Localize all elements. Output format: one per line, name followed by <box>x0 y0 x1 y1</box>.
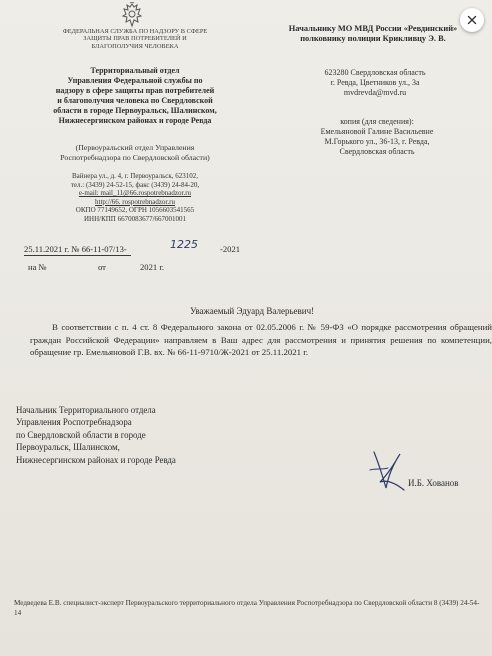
contact-okpo: ОКПО 77149652, ОГРН 1056603541565 <box>75 206 195 215</box>
signer-name: И.Б. Хованов <box>408 478 459 488</box>
signer-title: Начальник Территориального отдела Управления Роспотребнадзора по Свердловской области в городе Первоуральск, Шалинском, Нижнесергинском районах и городе Ревда <box>16 405 176 465</box>
outgoing-registration: 25.11.2021 г. № 66-11-07/13- 1225 -2021 <box>24 238 241 254</box>
handwritten-signature-icon <box>364 448 410 496</box>
recipient-address: 623280 Свердловская область г. Ревда, Цветников ул., 3а mvdrevda@mvd.ru <box>324 68 426 97</box>
department-short-name: (Первоуральский отдел Управления Роспотребнадзора по Свердловской области) <box>60 143 210 162</box>
contact-phone: тел.: (3439) 24-52-15, факс (3439) 24-84-20, <box>70 180 200 189</box>
coat-of-arms-icon <box>121 2 143 28</box>
copy-recipient: копия (для сведения): Емельяновой Галине Васильевне М.Горького ул., 36-13, г. Ревда, Свердловская область <box>320 117 434 156</box>
organization-contacts <box>40 172 230 224</box>
contact-email: e-mail: mail_11@66.rospotrebnadzor.ru <box>78 189 192 198</box>
salutation: Уважаемый Эдуард Валерьевич! <box>190 306 315 316</box>
contact-inn: ИНН/КПП 6670083677/667001001 <box>83 214 187 223</box>
letter-body: В соответствии с п. 4 ст. 8 Федерального закона от 02.05.2006 г. № 59-ФЗ «О порядке рассмотрения обращений граждан Российской Федерации» направляем в Ваш адрес для рассмотрения и принятия решения по компетенции, обращение гр. Емельяновой Г.В. вх. № 66-11-9710/Ж-2021 от 25.11.2021 г. <box>30 322 492 358</box>
handwritten-number: 1225 <box>170 238 198 251</box>
organization-name: Территориальный отдел Управления Федеральной службы по надзору в сфере защиты прав потребителей и благополучия человека по Свердловской области в городе Первоуральск, Шалинском, Нижнесергинском районах и городе Ревда <box>53 66 217 125</box>
document-page: ФЕДЕРАЛЬНАЯ СЛУЖБА ПО НАДЗОРУ В СФЕРЕ ЗАЩИТЫ ПРАВ ПОТРЕБИТЕЛЕЙ И БЛАГОПОЛУЧИЯ ЧЕЛОВЕКА Территориальный отдел Управления Федеральной службы по надзору в сфере защиты прав потребителей и благополучия человека по Свердловской области в городе Первоуральск, Шалинском, Нижнесергинском районах и городе Ревда (Первоуральский отдел Управления Роспотребнадзора по Свердловской области) Вайнера ул., д. 4, г. Первоуральск, 623102, тел.: (3439) 24-52-15, факс (3439) 24-84-20, e-mail: mail_11@66.rospotrebnadzor.ru http://66. rospotrebnadzor.ru ОКПО 77149652, ОГРН 1056603541565 ИНН/КПП 6670083677/667001001 Начальнику МО МВД России «Ревдинский» полковнику полиции Крикливцу Э. В. 623280 Свердловская область г. Ревда, Цветников ул., 3а mvdrevda@mvd.ru копия (для сведения): Емельяновой Галине Васильевне М.Горького ул., 36-13, г. Ревда, Свердловская область 25.11.2021 г. № 66-11-07/13- 1225 -2021 на № от 2021 г. Уважаемый Эдуард Валерьевич! В соответствии с п. 4 ст. 8 Федерального закона от 02.05.2006 г. № 59-ФЗ «О порядке рассмотрения обращений граждан Российской Федерации» направляем в Ваш адрес для рассмотрения и принятия решения по компетенции, обращение гр. Емельяновой Г.В. вх. № 66-11-9710/Ж-2021 от 25.11.2021 г. Начальник Территориального отдела Управления Роспотребнадзора по Свердловской области в городе Первоуральск, Шалинском, Нижнесергинском районах и городе Ревда И.Б. Хованов Медведева Е.В. специалист-эксперт Первоуральского территориального отдела Управления Роспотребнадзора по Свердловской области 8 (3439) 24-54-14 <box>0 0 492 656</box>
contact-address: Вайнера ул., д. 4, г. Первоуральск, 623102, <box>71 172 199 180</box>
contact-website: http://66. rospotrebnadzor.ru <box>95 197 175 206</box>
executor-note: Медведева Е.В. специалист-эксперт Первоуральского территориального отдела Управления Роспотребнадзора по Свердловской области 8 (3439) 24-54-14 <box>14 599 480 617</box>
recipient: Начальнику МО МВД России «Ревдинский» полковнику полиции Крикливцу Э. В. <box>288 24 458 44</box>
agency-name: ФЕДЕРАЛЬНАЯ СЛУЖБА ПО НАДЗОРУ В СФЕРЕ ЗАЩИТЫ ПРАВ ПОТРЕБИТЕЛЕЙ И БЛАГОПОЛУЧИЯ ЧЕЛОВЕКА <box>62 28 208 50</box>
